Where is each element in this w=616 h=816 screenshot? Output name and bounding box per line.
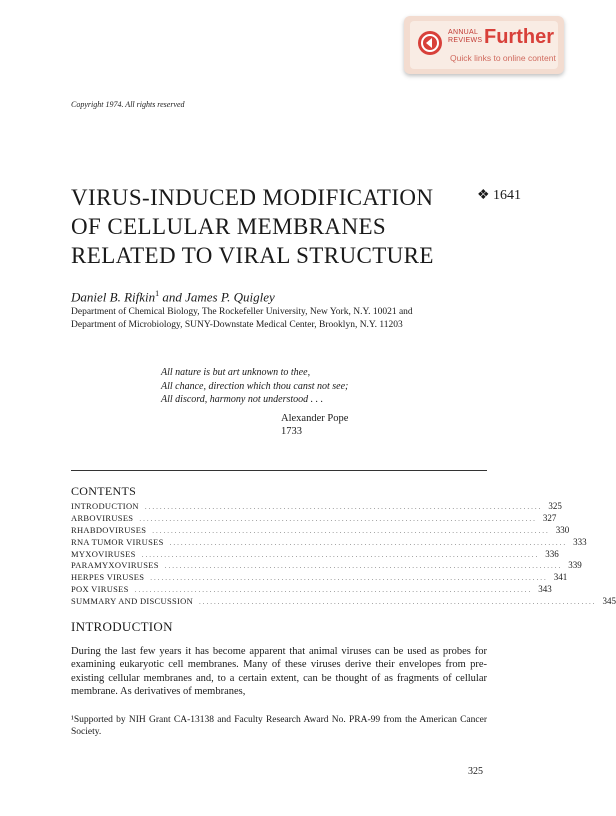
- toc-leader-dots: ..........................................................................................................: [144, 503, 543, 511]
- toc-entry-title: SUMMARY AND DISCUSSION: [71, 596, 194, 607]
- toc-leader-dots: ..........................................................................................................: [199, 598, 597, 607]
- section-divider: [71, 470, 487, 471]
- toc-entry-page: 343: [538, 584, 552, 595]
- toc-entry-page: 341: [553, 572, 568, 583]
- toc-entry-title: HERPES VIRUSES: [71, 572, 145, 583]
- article-title: [71, 183, 434, 270]
- toc-entry-page: 330: [555, 524, 570, 535]
- toc-leader-dots: ..........................................................................................................: [164, 562, 563, 571]
- toc-entry-title: MYXOVIRUSES: [71, 548, 136, 559]
- title-line: OF CELLULAR MEMBRANES: [71, 214, 387, 239]
- article-code: ❖ 1641: [477, 188, 522, 203]
- toc-leader-dots: ..........................................................................................................: [152, 526, 550, 535]
- epigraph-author: Alexander Pope: [281, 413, 349, 424]
- copyright-notice: Copyright 1974. All rights reserved: [71, 100, 185, 109]
- toc-leader-dots: ..........................................................................................................: [134, 586, 533, 595]
- toc-entry[interactable]: [71, 596, 616, 608]
- affiliation-line: Department of Microbiology, SUNY-Downstate Medical Center, Brooklyn, N.Y. 11203: [71, 319, 403, 330]
- toc-entry-title: ARBOVIRUSES: [71, 512, 134, 523]
- introduction-heading: INTRODUCTION: [71, 619, 173, 634]
- epigraph-year: 1733: [281, 426, 302, 437]
- toc-entry-title: RNA TUMOR VIRUSES: [71, 536, 164, 547]
- toc-leader-dots: ..........................................................................................................: [169, 538, 568, 547]
- toc-leader-dots: ..........................................................................................................: [139, 514, 537, 523]
- toc-leader-dots: ..........................................................................................................: [141, 550, 540, 559]
- toc-entry-page: 345: [602, 596, 616, 607]
- toc-leader-dots: ..........................................................................................................: [150, 574, 548, 583]
- badge-panel: [410, 21, 558, 69]
- toc-entry-page: 327: [542, 512, 557, 523]
- page-number: 325: [468, 766, 483, 777]
- footnote-marker: 1: [155, 289, 160, 298]
- title-line: RELATED TO VIRAL STRUCTURE: [71, 243, 434, 268]
- affiliation-line: Department of Chemical Biology, The Rockefeller University, New York, N.Y. 10021 and: [71, 307, 413, 317]
- author-name: Daniel B. Rifkin: [71, 289, 156, 305]
- toc-entry[interactable]: [71, 560, 582, 572]
- toc-entry-page: 325: [548, 501, 562, 511]
- introduction-paragraph: During the last few years it has become apparent that animal viruses can be used as probes for examining eukaryotic cell membranes. Many of these viruses derive their envelopes from pre-existing cellular membranes and, to a certain extent, can be thought of as fragments of cellular membrane. As derivatives of membranes,: [71, 646, 487, 698]
- toc-entry[interactable]: [71, 584, 552, 596]
- annual-reviews-logo-icon: [418, 31, 442, 55]
- toc-entry[interactable]: [71, 572, 568, 584]
- epigraph-line: All nature is but art unknown to thee,: [161, 367, 311, 378]
- footnote: ¹Supported by NIH Grant CA-13138 and Faculty Research Award No. PRA-99 from the American Cancer Society.: [71, 715, 487, 737]
- toc-entry-title: PARAMYXOVIRUSES: [71, 560, 159, 571]
- epigraph-line: All discord, harmony not understood . . .: [161, 394, 324, 405]
- toc-entry-title: INTRODUCTION: [71, 501, 139, 511]
- toc-entry-page: 333: [573, 536, 587, 547]
- toc-entry[interactable]: [71, 548, 559, 561]
- annual-reviews-further-badge[interactable]: [404, 16, 564, 74]
- toc-entry[interactable]: [71, 524, 570, 537]
- toc-entry-page: 339: [568, 560, 582, 571]
- toc-entry[interactable]: [71, 536, 587, 549]
- toc-entry-title: RHABDOVIRUSES: [71, 524, 147, 535]
- toc-entry-page: 336: [545, 548, 559, 559]
- affiliations: [71, 306, 413, 331]
- toc-entry[interactable]: [71, 512, 557, 525]
- badge-tagline: Quick links to online content: [450, 53, 556, 63]
- author-connector: and: [162, 289, 182, 305]
- epigraph-verse: [161, 366, 348, 407]
- toc-entry-title: POX VIRUSES: [71, 584, 129, 595]
- badge-annual-label: ANNUAL: [448, 29, 479, 36]
- epigraph-attribution: [281, 412, 348, 438]
- toc-entry[interactable]: [71, 501, 562, 513]
- badge-reviews-label: REVIEWS: [448, 37, 483, 44]
- epigraph-line: All chance, direction which thou canst not see;: [161, 380, 349, 392]
- author-name: James P. Quigley: [185, 289, 275, 305]
- contents-heading: CONTENTS: [71, 484, 137, 498]
- badge-further-label: Further: [484, 26, 554, 48]
- author-line: [71, 289, 275, 305]
- table-of-contents: [71, 501, 616, 608]
- title-line: VIRUS-INDUCED MODIFICATION: [71, 185, 434, 210]
